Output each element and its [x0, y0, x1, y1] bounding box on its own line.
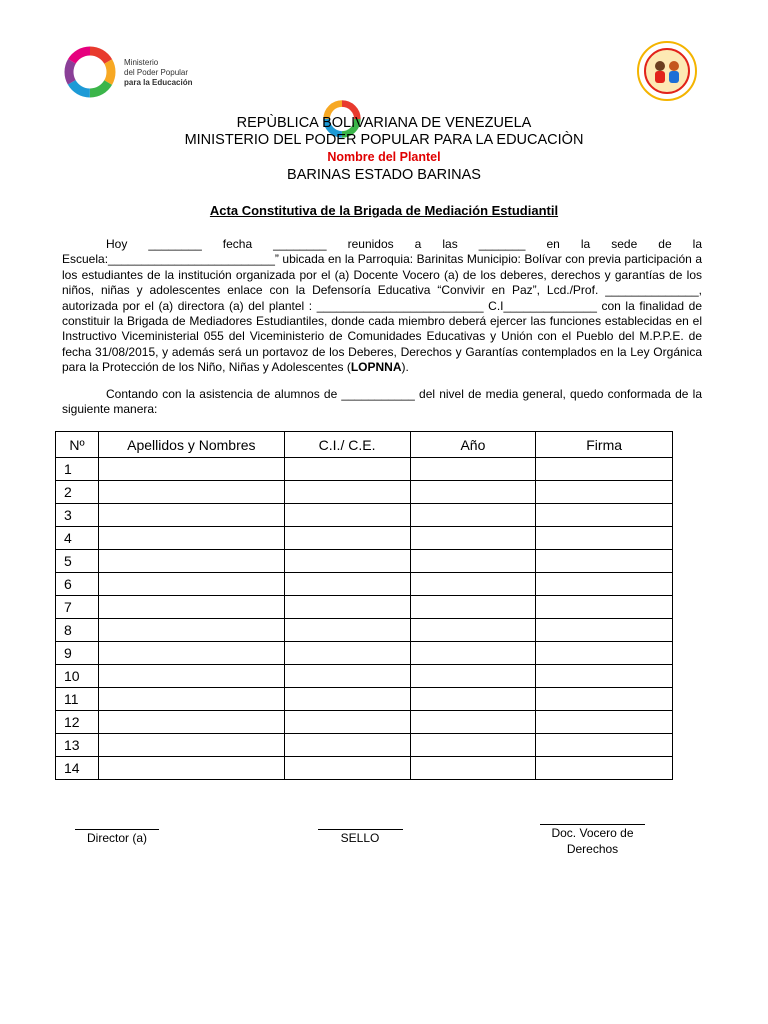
table-row	[56, 596, 673, 619]
director-label: Director (a)	[86, 831, 147, 845]
row-id-cell[interactable]	[284, 642, 410, 665]
row-id-cell[interactable]	[284, 458, 410, 481]
row-number: 9	[56, 642, 99, 665]
row-id-cell[interactable]	[284, 688, 410, 711]
row-number: 6	[56, 573, 99, 596]
row-names-cell[interactable]	[99, 550, 284, 573]
ministry-logo	[60, 42, 210, 102]
row-names-cell[interactable]	[99, 458, 284, 481]
row-number: 14	[56, 757, 99, 780]
row-signature-cell[interactable]	[536, 504, 673, 527]
row-id-cell[interactable]	[284, 573, 410, 596]
row-year-cell[interactable]	[410, 458, 536, 481]
row-signature-cell[interactable]	[536, 642, 673, 665]
row-number: 10	[56, 665, 99, 688]
table-row	[56, 619, 673, 642]
row-number: 2	[56, 481, 99, 504]
row-year-cell[interactable]	[410, 711, 536, 734]
row-year-cell[interactable]	[410, 504, 536, 527]
row-names-cell[interactable]	[99, 573, 284, 596]
row-signature-cell[interactable]	[536, 596, 673, 619]
republic-heading: REPÙBLICA BOLIVARIANA DE VENEZUELA	[236, 115, 532, 131]
ministry-logo-line3: para la Educación	[124, 78, 193, 87]
row-names-cell[interactable]	[99, 527, 284, 550]
row-year-cell[interactable]	[410, 550, 536, 573]
table-row	[56, 711, 673, 734]
table-row	[56, 757, 673, 780]
defensoria-seal-icon	[636, 40, 698, 102]
row-signature-cell[interactable]	[536, 573, 673, 596]
row-number: 4	[56, 527, 99, 550]
row-year-cell[interactable]	[410, 665, 536, 688]
row-names-cell[interactable]	[99, 642, 284, 665]
row-signature-cell[interactable]	[536, 757, 673, 780]
row-year-cell[interactable]	[410, 481, 536, 504]
row-id-cell[interactable]	[284, 665, 410, 688]
table-row	[56, 504, 673, 527]
row-number: 3	[56, 504, 99, 527]
plantel-name: Nombre del Plantel	[327, 150, 441, 164]
row-id-cell[interactable]	[284, 619, 410, 642]
vocero-label-line2: Derechos	[566, 842, 619, 856]
row-number: 7	[56, 596, 99, 619]
row-names-cell[interactable]	[99, 734, 284, 757]
row-number: 11	[56, 688, 99, 711]
row-year-cell[interactable]	[410, 688, 536, 711]
row-names-cell[interactable]	[99, 504, 284, 527]
intro-text: Hoy ________ fecha ________ reunidos a las _______ en la sede de la Escuela:_________________________” ubicada en la Parroquia: Barinitas Municipio: Bolívar con previa participación a los estudiantes de la institución organizada por el (a) Docente Vocero (a) de los deberes, derechos y garantías de los niños, niñas y adolescentes enlace con la Defensoría Educativa “Convivir en Paz”, Lcd./Prof. ______________, autorizada por el (a) directora (a) del plantel : _________________________ C.I______________ con la finalidad de constituir la Brigada de Mediadores Estudiantiles, donde cada miembro deberá ejercer las funciones establecidas en el Instructivo Viceministerial 055 del Viceministerio de Comunidades Educativas y Unión con el Pueblo del M.P.P.E. de fecha 31/08/2015, y además será un portavoz de los Deberes, Derechos y Garantías contemplados en la Ley Orgánica para la Protección de los Niño, Niñas y Adolescentes (	[62, 237, 702, 375]
vocero-label-line1: Doc. Vocero de	[551, 826, 634, 840]
ministry-ring-icon	[60, 42, 120, 102]
ministry-heading: MINISTERIO DEL PODER POPULAR PARA LA EDUCACIÒN	[184, 132, 584, 148]
sello-label: SELLO	[340, 831, 380, 845]
table-row	[56, 642, 673, 665]
state-heading: BARINAS ESTADO BARINAS	[287, 167, 481, 183]
row-signature-cell[interactable]	[536, 458, 673, 481]
row-year-cell[interactable]	[410, 527, 536, 550]
table-row	[56, 665, 673, 688]
table-header-row	[56, 432, 673, 458]
document-title: Acta Constitutiva de la Brigada de Mediación Estudiantil	[209, 203, 559, 218]
row-signature-cell[interactable]	[536, 550, 673, 573]
row-number: 5	[56, 550, 99, 573]
header-number: Nº	[56, 432, 99, 458]
ministry-logo-text	[124, 58, 192, 88]
table-row	[56, 734, 673, 757]
intro-paragraph	[62, 237, 702, 376]
row-signature-cell[interactable]	[536, 527, 673, 550]
row-signature-cell[interactable]	[536, 688, 673, 711]
row-names-cell[interactable]	[99, 619, 284, 642]
attendance-text: Contando con la asistencia de alumnos de ___________ del nivel de media general, quedo conformada de la siguiente manera:	[62, 387, 702, 417]
table-row	[56, 550, 673, 573]
row-names-cell[interactable]	[99, 711, 284, 734]
row-number: 12	[56, 711, 99, 734]
lopnna-bold: LOPNNA	[350, 360, 402, 375]
row-year-cell[interactable]	[410, 573, 536, 596]
row-year-cell[interactable]	[410, 757, 536, 780]
row-signature-cell[interactable]	[536, 619, 673, 642]
attendance-paragraph	[62, 387, 702, 418]
row-id-cell[interactable]	[284, 481, 410, 504]
row-id-cell[interactable]	[284, 757, 410, 780]
row-id-cell[interactable]	[284, 711, 410, 734]
row-names-cell[interactable]	[99, 757, 284, 780]
row-number: 1	[56, 458, 99, 481]
table-row	[56, 527, 673, 550]
row-names-cell[interactable]	[99, 688, 284, 711]
row-year-cell[interactable]	[410, 596, 536, 619]
row-id-cell[interactable]	[284, 734, 410, 757]
row-year-cell[interactable]	[410, 734, 536, 757]
table-row	[56, 458, 673, 481]
row-signature-cell[interactable]	[536, 665, 673, 688]
table-row	[56, 481, 673, 504]
ministry-logo-line2: del Poder Popular	[124, 68, 189, 77]
row-id-cell[interactable]	[284, 504, 410, 527]
row-signature-cell[interactable]	[536, 481, 673, 504]
row-year-cell[interactable]	[410, 619, 536, 642]
row-names-cell[interactable]	[99, 596, 284, 619]
header-year: Año	[410, 432, 536, 458]
header-names: Apellidos y Nombres	[99, 432, 284, 458]
row-names-cell[interactable]	[99, 665, 284, 688]
row-names-cell[interactable]	[99, 481, 284, 504]
vocero-label	[530, 825, 655, 857]
row-signature-cell[interactable]	[536, 734, 673, 757]
row-number: 8	[56, 619, 99, 642]
row-id-cell[interactable]	[284, 550, 410, 573]
brigade-table	[55, 431, 673, 780]
ministry-logo-line1: Ministerio	[124, 58, 159, 67]
row-id-cell[interactable]	[284, 527, 410, 550]
header-signature: Firma	[536, 432, 673, 458]
header-id: C.I./ C.E.	[284, 432, 410, 458]
intro-end: ).	[401, 360, 409, 375]
row-signature-cell[interactable]	[536, 711, 673, 734]
table-row	[56, 573, 673, 596]
row-year-cell[interactable]	[410, 642, 536, 665]
row-number: 13	[56, 734, 99, 757]
row-id-cell[interactable]	[284, 596, 410, 619]
table-row	[56, 688, 673, 711]
